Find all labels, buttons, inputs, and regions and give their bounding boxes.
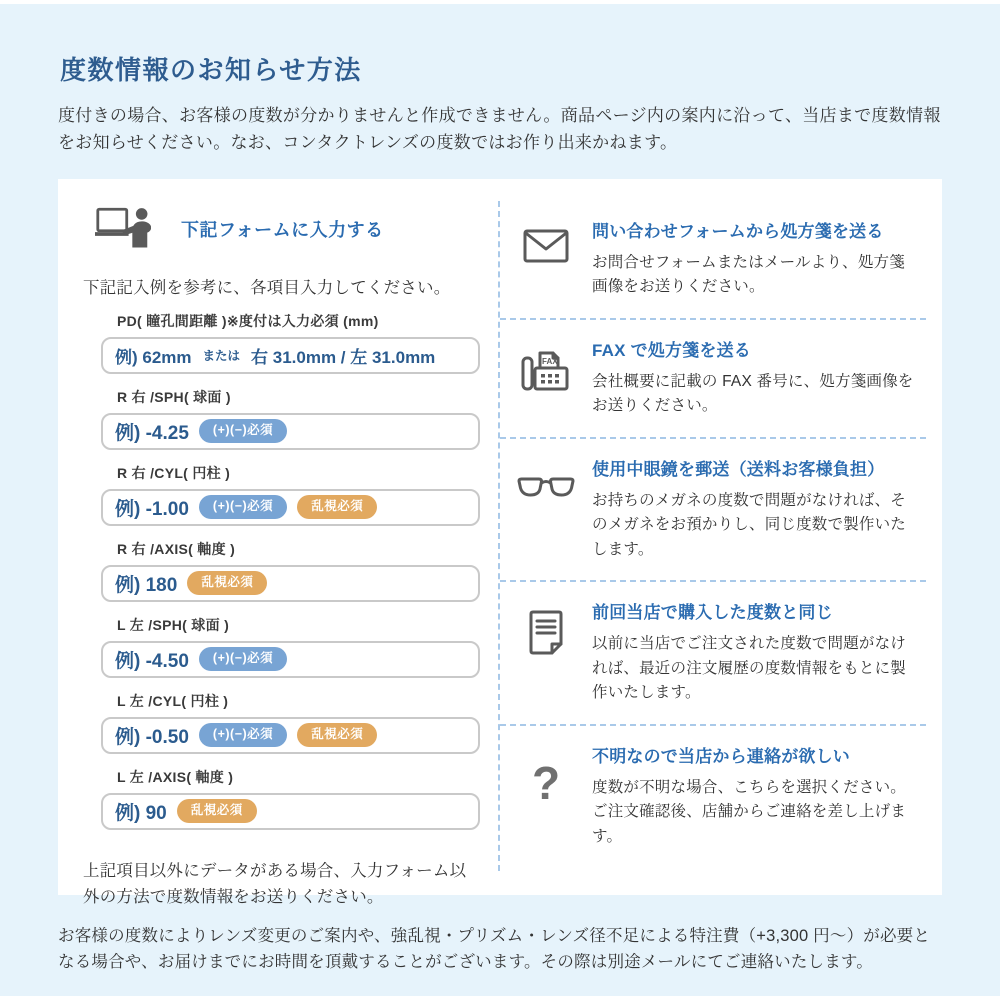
field-value: 例) 90 <box>115 802 167 824</box>
question-mark-icon <box>500 738 592 849</box>
field-value: 例) -4.25 <box>115 422 189 444</box>
field-value: 例) -0.50 <box>115 726 189 748</box>
badge-astigmatism-required: 乱視必須 <box>297 495 377 519</box>
badge-astigmatism-required: 乱視必須 <box>297 723 377 747</box>
field-label-r-sph: R 右 /SPH( 球面 ) <box>117 388 231 405</box>
glasses-icon <box>500 451 592 562</box>
field-label-l-axis: L 左 /AXIS( 軸度 ) <box>117 768 234 785</box>
method-mail-glasses <box>500 439 926 582</box>
form-section-header <box>95 205 480 254</box>
field-example-l-cyl <box>101 717 480 754</box>
field-label-l-sph: L 左 /SPH( 球面 ) <box>117 616 230 633</box>
method-text <box>592 451 926 562</box>
page-title: 度数情報のお知らせ方法 <box>60 55 362 85</box>
method-body: お持ちのメガネの度数で問題がなければ、そのメガネをお預かりし、同じ度数で製作いたします。 <box>592 491 907 558</box>
document-icon <box>500 594 592 705</box>
field-value: 例) 62mm <box>115 347 192 367</box>
method-previous-order <box>500 582 926 725</box>
method-title: FAX で処方箋を送る <box>592 340 751 360</box>
method-title: 前回当店で購入した度数と同じ <box>592 603 833 623</box>
method-text <box>592 213 926 300</box>
intro-text: 度付きの場合、お客様の度数が分かりませんと作成できません。商品ページ内の案内に沿って、当店まで度数情報をお知らせください。なお、コンタクトレンズの度数ではお作り出来かねます。 <box>58 106 941 152</box>
form-section-title: 下記フォームに入力する <box>181 220 384 241</box>
method-body: 度数が不明な場合、こちらを選択ください。ご注文確認後、店舗からご連絡を差し上げます。 <box>592 778 907 845</box>
field-label-r-axis: R 右 /AXIS( 軸度 ) <box>117 540 236 557</box>
field-value: 例) 180 <box>115 574 178 596</box>
field-example-r-cyl <box>101 489 480 526</box>
field-example-pd <box>101 337 480 374</box>
method-body: お問合せフォームまたはメールより、処方箋画像をお送りください。 <box>592 253 905 296</box>
person-at-screen-icon <box>95 205 151 254</box>
prescription-form-examples <box>101 311 480 830</box>
field-conjunction: または <box>202 349 241 364</box>
method-body: 会社概要に記載の FAX 番号に、処方箋画像をお送りください。 <box>592 372 914 415</box>
badge-plus-minus-required: (+)(−)必須 <box>199 419 287 443</box>
info-panel <box>58 179 942 907</box>
badge-astigmatism-required: 乱視必須 <box>187 571 267 595</box>
method-text <box>592 594 926 705</box>
method-title: 不明なので当店から連絡が欲しい <box>592 746 850 766</box>
method-title: 使用中眼鏡を郵送（送料お客様負担） <box>592 459 885 479</box>
alternative-methods-column <box>498 201 942 871</box>
method-unknown-contact-me <box>500 726 926 867</box>
footer-note: お客様の度数によりレンズ変更のご案内や、強乱視・プリズム・レンズ径不足による特注費（+3,300 円～）が必要となる場合や、お届けまでにお時間を頂戴することがございます。その際は別途メールにてご連絡いたします。 <box>58 926 931 972</box>
field-label-pd: PD( 瞳孔間距離 )※度付は入力必須 (mm) <box>117 312 379 329</box>
method-body: 以前に当店でご注文された度数で問題がなければ、最近の注文履歴の度数情報をもとに製作いたします。 <box>592 635 907 702</box>
badge-astigmatism-required: 乱視必須 <box>177 799 257 823</box>
method-title: 問い合わせフォームから処方箋を送る <box>592 221 884 241</box>
question-glyph: ? <box>531 756 561 809</box>
form-input-column <box>58 195 498 907</box>
field-value: 例) -1.00 <box>115 498 189 520</box>
field-example-l-axis <box>101 793 480 830</box>
method-fax <box>500 320 926 439</box>
field-label-r-cyl: R 右 /CYL( 円柱 ) <box>117 464 231 481</box>
field-example-l-sph <box>101 641 480 678</box>
field-example-r-sph <box>101 413 480 450</box>
page-background <box>0 4 1000 996</box>
form-instruction: 下記記入例を参考に、各項目入力してください。 <box>83 278 451 297</box>
field-label-l-cyl: L 左 /CYL( 円柱 ) <box>117 692 229 709</box>
badge-plus-minus-required: (+)(−)必須 <box>199 495 287 519</box>
envelope-icon <box>500 213 592 300</box>
field-example-r-axis <box>101 565 480 602</box>
fax-icon <box>500 332 592 419</box>
badge-plus-minus-required: (+)(−)必須 <box>199 723 287 747</box>
method-text <box>592 738 926 849</box>
badge-plus-minus-required: (+)(−)必須 <box>199 647 287 671</box>
svg-text:FAX: FAX <box>542 356 558 366</box>
method-text <box>592 332 926 419</box>
field-value: 例) -4.50 <box>115 650 189 672</box>
method-contact-form <box>500 201 926 320</box>
form-note: 上記項目以外にデータがある場合、入力フォーム以外の方法で度数情報をお送りください。 <box>83 861 467 907</box>
field-value: 右 31.0mm / 左 31.0mm <box>251 347 436 367</box>
